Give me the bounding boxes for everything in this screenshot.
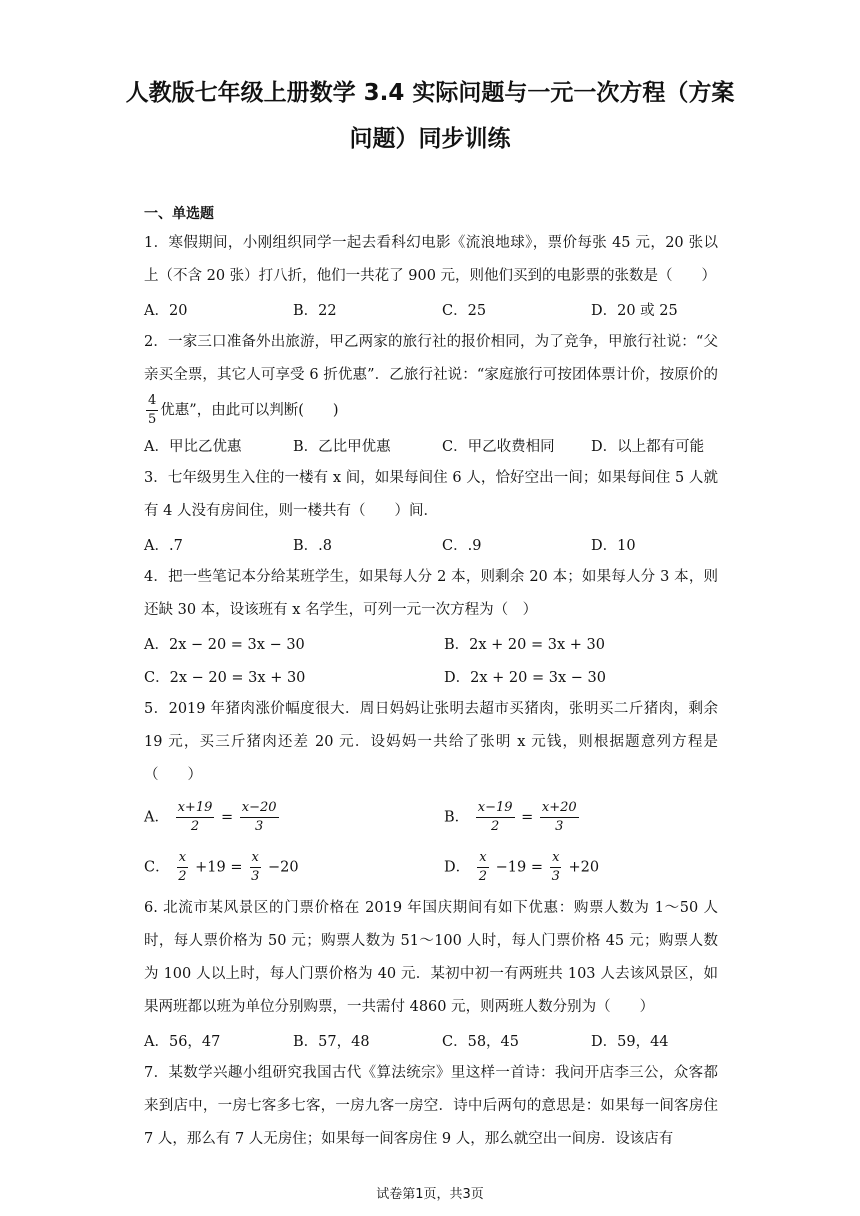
fraction-denominator: 3 (551, 868, 560, 884)
fraction-numerator: x+20 (540, 799, 579, 818)
option-b: B．22 (293, 303, 337, 319)
title-line-1: 人教版七年级上册数学 3.4 实际问题与一元一次方程（方案 (125, 80, 735, 106)
fraction-numerator: x (477, 849, 488, 868)
question-3-options (144, 528, 718, 561)
option-c: C．58，45 (442, 1034, 519, 1050)
fraction-numerator: x−19 (476, 799, 515, 818)
fraction (176, 799, 215, 836)
option-b: B．.8 (293, 538, 332, 554)
question-4-options-row-2 (144, 660, 718, 693)
option-c (144, 849, 444, 886)
fraction-numerator: x (250, 849, 261, 868)
option-label: D． (444, 859, 471, 875)
option-a: A．.7 (144, 538, 183, 554)
fraction-numerator: 4 (146, 392, 158, 411)
option-c: C．25 (442, 303, 487, 319)
question-2-options (144, 429, 718, 462)
option-a: A．20 (144, 303, 188, 319)
option-d (444, 849, 744, 886)
fraction-denominator: 3 (255, 818, 264, 834)
fraction-numerator: x+19 (176, 799, 215, 818)
option-c: C．.9 (442, 538, 482, 554)
option-b: B．57，48 (293, 1034, 370, 1050)
question-list (144, 227, 718, 1156)
option-a: A．56，47 (144, 1034, 221, 1050)
question-2-text (144, 326, 718, 429)
fraction (550, 849, 562, 886)
question-5-options-row-1 (144, 792, 718, 842)
option-b: B．2x + 20 = 3x + 30 (444, 637, 605, 653)
fraction (477, 849, 489, 886)
question-6-options (144, 1024, 718, 1057)
question-4-text: 4．把一些笔记本分给某班学生，如果每人分 2 本，则剩余 20 本；如果每人分 3 本，则还缺 30 本，设该班有 x 名学生，可列一元一次方程为（ ） (144, 569, 718, 618)
fraction-numerator: x−20 (240, 799, 279, 818)
option-label: B． (444, 809, 470, 825)
fraction-numerator: x (550, 849, 561, 868)
option-b: B．乙比甲优惠 (293, 439, 391, 455)
page-footer: 试卷第1页，共3页 (376, 1187, 484, 1202)
fraction-denominator: 2 (478, 868, 488, 884)
question-1-text: 1．寒假期间，小刚组织同学一起去看科幻电影《流浪地球》，票价每张 45 元，20 张以上（不含 20 张）打八折，他们一共花了 900 元，则他们买到的电影票的张数是（ ） (144, 235, 718, 284)
fraction-denominator: 2 (491, 818, 500, 834)
option-d: D．20 或 25 (591, 303, 678, 319)
option-label: A． (144, 809, 169, 825)
fraction-denominator: 3 (555, 818, 564, 834)
question-5-text: 5．2019 年猪肉涨价幅度很大．周日妈妈让张明去超市买猪肉，张明买二斤猪肉，剩余 19 元，买三斤猪肉还差 20 元．设妈妈一共给了张明 x 元钱，则根据题意列方程是（ ） (144, 701, 718, 783)
option-b (444, 799, 744, 836)
option-a: A．2x − 20 = 3x − 30 (144, 637, 305, 653)
fraction (176, 849, 188, 886)
option-c: C．2x − 20 = 3x + 30 (144, 670, 306, 686)
option-d: D．59，44 (591, 1034, 669, 1050)
option-d: D．10 (591, 538, 636, 554)
fraction-denominator: 3 (251, 868, 260, 884)
option-c: C．甲乙收费相同 (442, 439, 555, 455)
question-5-options-row-2 (144, 842, 718, 892)
question-4-options-row-1 (144, 627, 718, 660)
question-3-text: 3．七年级男生入住的一楼有 x 间，如果每间住 6 人，恰好空出一间；如果每间住 5 人就有 4 人没有房间住，则一楼共有（ ）间． (144, 470, 718, 519)
section-heading: 一、单选题 (144, 206, 214, 222)
equals-sign: = (220, 809, 234, 825)
option-label: C． (144, 859, 170, 875)
fraction-numerator: x (177, 849, 188, 868)
page-title (120, 70, 740, 162)
question-6-text: 6. 北流市某风景区的门票价格在 2019 年国庆期间有如下优惠：购票人数为 1～50 人时，每人票价格为 50 元；购票人数为 51～100 人时，每人门票价格 45 元；购票人数为 100 人以上时，每人门票价格为 40 元．某初中初一有两班共 103 人去该风景区，如果两班都以班为单位分别购票，一共需付 4860 元，则两班人数分别为（ ） (144, 900, 718, 1015)
expression-middle: +19 = (195, 859, 243, 875)
option-d: D．2x + 20 = 3x − 30 (444, 670, 606, 686)
expression-tail: +20 (568, 859, 600, 875)
fraction (249, 849, 261, 886)
option-a (144, 799, 444, 836)
fraction (540, 799, 579, 836)
option-d: D．以上都有可能 (591, 439, 705, 455)
title-line-2: 问题）同步训练 (349, 126, 511, 152)
option-a: A．甲比乙优惠 (144, 439, 242, 455)
equals-sign: = (521, 809, 534, 825)
fraction-denominator: 5 (148, 412, 157, 427)
question-2-part-1: 2．一家三口准备外出旅游，甲乙两家的旅行社的报价相同，为了竞争，甲旅行社说：“父亲买全票，其它人可享受 6 折优惠”．乙旅行社说：“家庭旅行可按团体票计价，按原价 (144, 334, 718, 383)
question-1-options (144, 293, 718, 326)
fraction (240, 799, 279, 836)
expression-tail: −20 (267, 859, 299, 875)
expression-middle: −19 = (495, 859, 543, 875)
question-2-part-2: 优惠”，由此可以判断( ) (160, 402, 339, 419)
fraction-denominator: 2 (190, 818, 200, 834)
fraction-denominator: 2 (178, 868, 187, 884)
question-7-text: 7．某数学兴趣小组研究我国古代《算法统宗》里这样一首诗：我问开店李三公，众客都来到店中，一房七客多七客，一房九客一房空．诗中后两句的意思是：如果每一间客房住 7 人，那么有 7 人无房住；如果每一间客房住 9 人，那么就空出一间房．设该店有 (144, 1065, 718, 1147)
fraction (476, 799, 515, 836)
fraction (146, 392, 158, 429)
question-2-pre: 的 (703, 367, 718, 383)
